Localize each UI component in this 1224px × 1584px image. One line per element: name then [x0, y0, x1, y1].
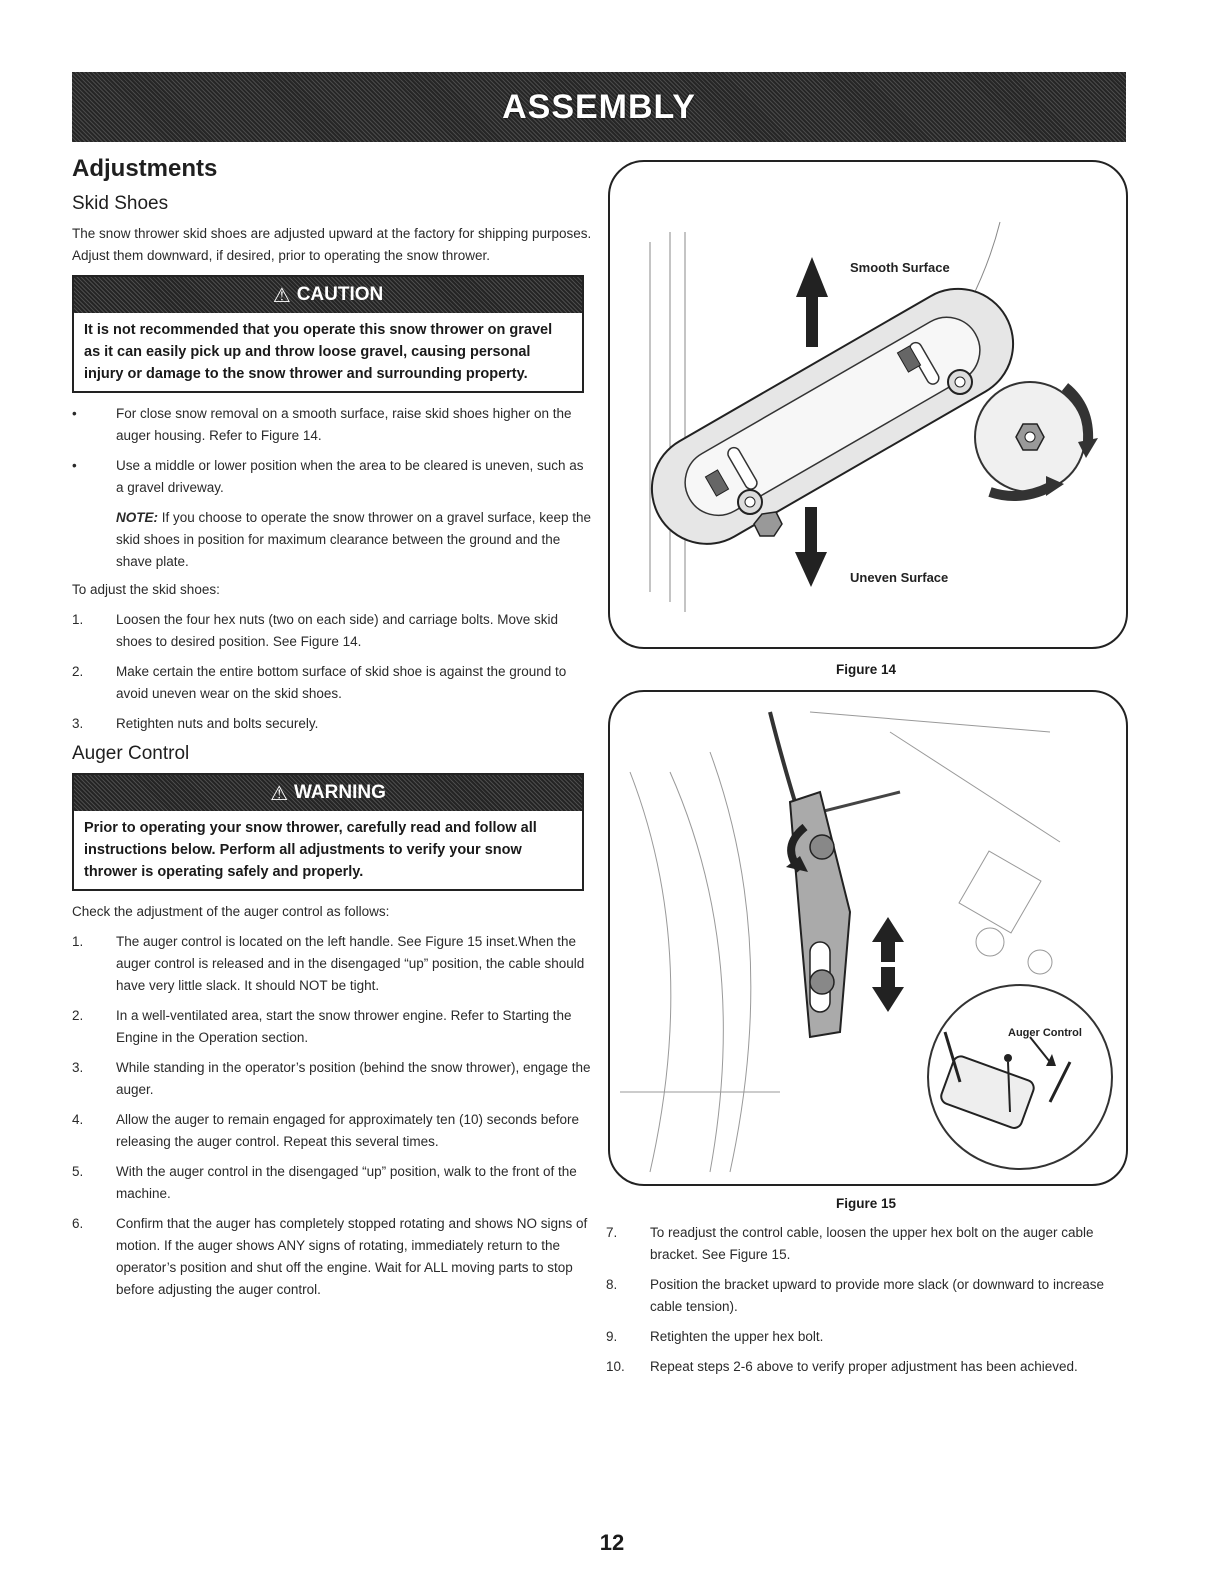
- warning-text: Prior to operating your snow thrower, carefully read and follow all instructions below. Perform all adjustments to verify your snow thrower is operating safely and properly.: [84, 820, 537, 880]
- list-item: 1. The auger control is located on the left handle. See Figure 15 inset.When the auger control is released and in the disengaged “up” position, the cable should have very little slack. It should NOT be tight.: [72, 934, 585, 993]
- list-item: 3. While standing in the operator’s position (behind the snow thrower), engage the auger.: [72, 1060, 591, 1097]
- warning-triangle-icon: ⚠: [270, 782, 289, 805]
- section-banner: [72, 72, 1126, 142]
- list-item: 4. Allow the auger to remain engaged for approximately ten (10) seconds before releasing the auger control. Repeat this several times.: [72, 1112, 580, 1149]
- warning-header: [74, 775, 582, 811]
- auger-control-heading: Auger Control: [72, 743, 190, 764]
- list-item: 2. Make certain the entire bottom surface of skid shoe is against the ground to avoid uneven wear on the skid shoes.: [72, 664, 567, 701]
- figure-14: [608, 160, 1128, 649]
- warning-box: [72, 773, 584, 891]
- bullet-icon: •: [72, 458, 77, 473]
- skid-steps: [72, 609, 592, 735]
- caution-box: [72, 275, 584, 393]
- list-item: • For close snow removal on a smooth surface, raise skid shoes higher on the auger housing. Refer to Figure 14.: [72, 403, 592, 447]
- list-item: 7. To readjust the control cable, loosen the upper hex bolt on the auger cable bracket. See Figure 15.: [606, 1225, 1094, 1262]
- uneven-surface-label: Uneven Surface: [850, 570, 949, 585]
- list-item: • Use a middle or lower position when the area to be cleared is uneven, such as a gravel driveway.: [72, 455, 592, 499]
- auger-control-label: Auger Control: [1008, 1027, 1082, 1039]
- figure-14-caption: Figure 14: [835, 662, 897, 677]
- skid-shoes-heading: Skid Shoes: [72, 193, 169, 214]
- list-item: 8. Position the bracket upward to provide more slack (or downward to increase cable tension).: [606, 1277, 1104, 1314]
- caution-text: It is not recommended that you operate this snow thrower on gravel as it can easily pick up and throw loose gravel, causing personal injury or damage to the snow thrower and surrounding property.: [84, 322, 553, 382]
- caution-label: CAUTION: [296, 284, 384, 305]
- right-column-steps: [606, 1222, 1126, 1386]
- smooth-surface-label: Smooth Surface: [850, 260, 950, 275]
- adjust-intro: To adjust the skid shoes:: [72, 582, 220, 597]
- auger-control-illustration: [610, 692, 1126, 1184]
- left-column: [72, 155, 592, 1309]
- list-item: 6. Confirm that the auger has completely stopped rotating and shows NO signs of motion. If the auger shows ANY signs of rotating, immediately return to the operator’s position and shut off the engine. Wait for ALL moving parts to stop before adjusting the auger control.: [72, 1216, 588, 1297]
- figure-15-caption: Figure 15: [835, 1196, 897, 1211]
- warning-triangle-icon: ⚠: [272, 284, 291, 307]
- note-text: If you choose to operate the snow thrower on a gravel surface, keep the skid shoes in position for maximum clearance between the ground and the shave plate.: [116, 510, 592, 569]
- list-item: 9. Retighten the upper hex bolt.: [606, 1329, 824, 1344]
- auger-steps: [72, 931, 592, 1301]
- check-intro: Check the adjustment of the auger control as follows:: [72, 904, 390, 919]
- bullet-icon: •: [72, 406, 77, 421]
- list-item: 5. With the auger control in the disengaged “up” position, walk to the front of the machine.: [72, 1164, 577, 1201]
- section-title: Adjustments: [72, 155, 218, 182]
- list-item: 1. Loosen the four hex nuts (two on each side) and carriage bolts. Move skid shoes to desired position. See Figure 14.: [72, 612, 558, 649]
- warning-label: WARNING: [294, 782, 386, 803]
- list-item: 10. Repeat steps 2-6 above to verify proper adjustment has been achieved.: [606, 1359, 1078, 1374]
- skid-shoe-illustration: [610, 162, 1126, 647]
- skid-intro: The snow thrower skid shoes are adjusted upward at the factory for shipping purposes. Adjust them downward, if desired, prior to operating the snow thrower.: [72, 226, 592, 263]
- note-label: NOTE:: [116, 510, 158, 525]
- skid-bullets: [72, 403, 592, 499]
- banner-title: ASSEMBLY: [502, 87, 696, 126]
- list-item: 2. In a well-ventilated area, start the snow thrower engine. Refer to Starting the Engine in the Operation section.: [72, 1008, 572, 1045]
- caution-header: [74, 277, 582, 313]
- page-number: 12: [599, 1530, 625, 1555]
- list-item: 3. Retighten nuts and bolts securely.: [72, 716, 319, 731]
- note: [72, 507, 592, 573]
- figure-15: [608, 690, 1128, 1186]
